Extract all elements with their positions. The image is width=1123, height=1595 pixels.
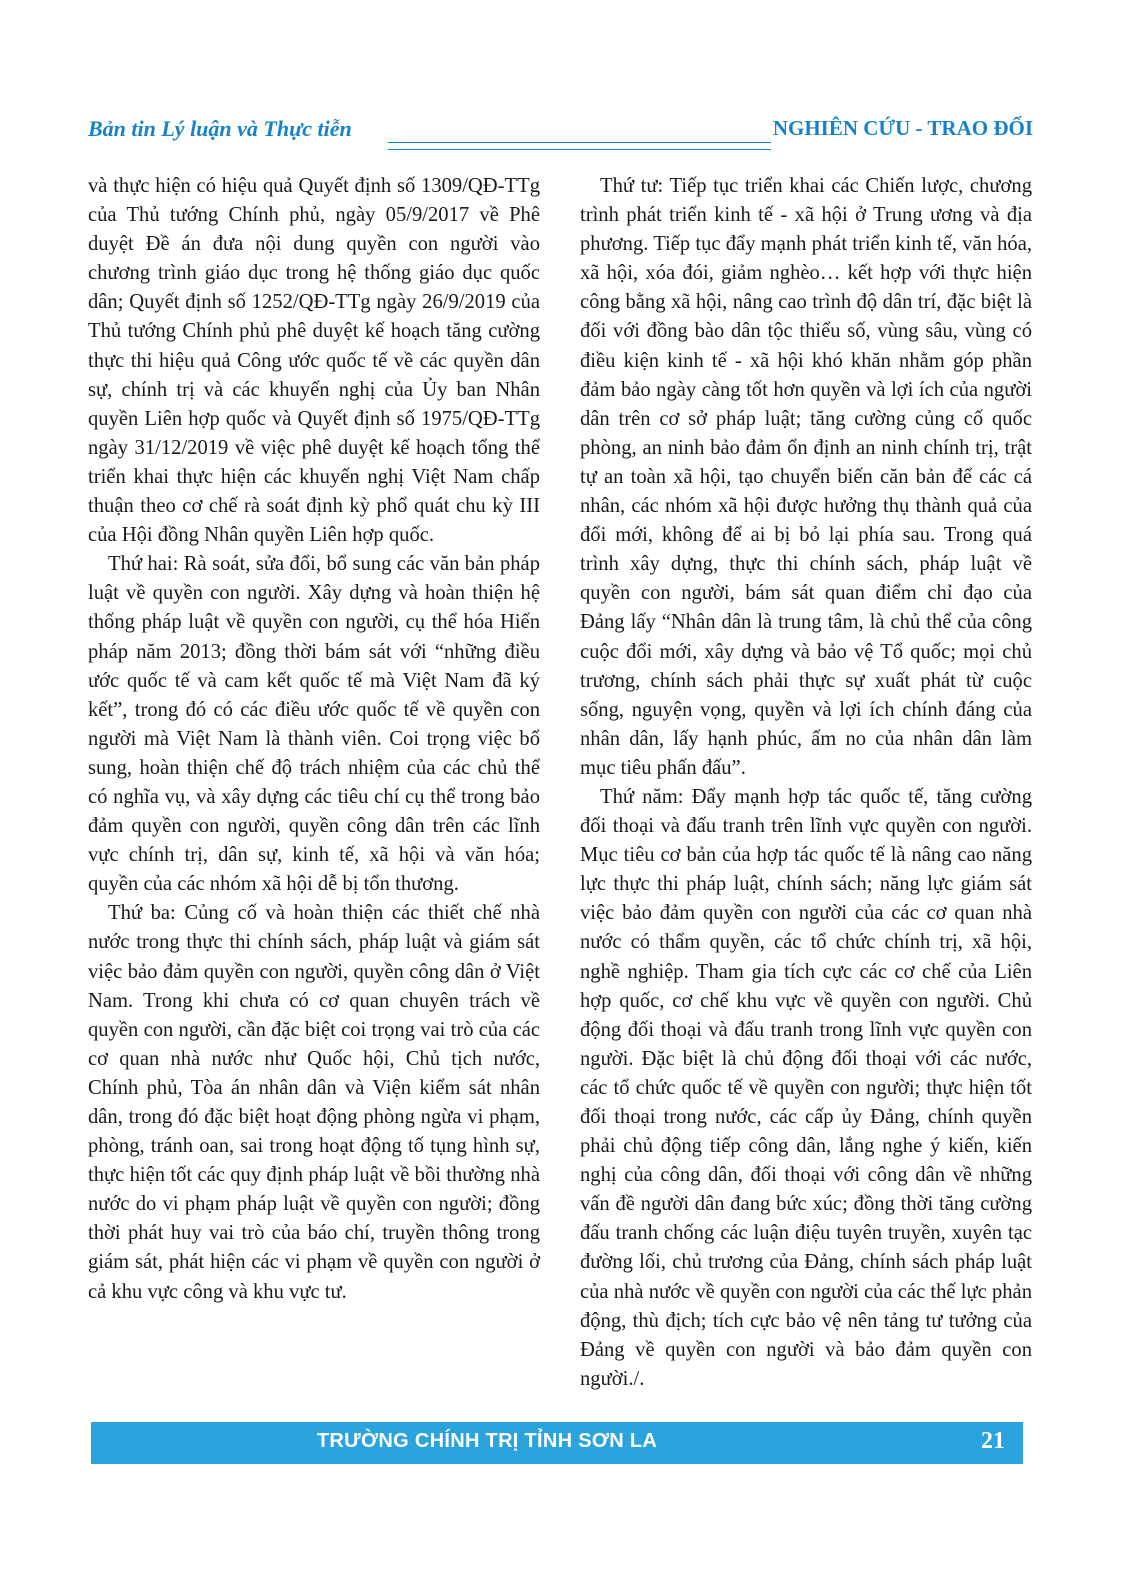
- publication-title: Bản tin Lý luận và Thực tiễn: [88, 116, 352, 141]
- page-number: 21: [981, 1428, 1005, 1454]
- paragraph-thu-hai: Thứ hai: Rà soát, sửa đổi, bổ sung các văn bản pháp luật về quyền con người. Xây dựng và hoàn thiện hệ thống pháp luật về quyền con người, cụ thể hóa Hiến pháp năm 2013; đồng thời bám sát với “những điều ước quốc tế và cam kết quốc tế mà Việt Nam đã ký kết”, trong đó có các điều ước quốc tế về quyền con người mà Việt Nam là thành viên. Coi trọng việc bổ sung, hoàn thiện chế độ trách nhiệm của các chủ thể có nghĩa vụ, và xây dựng các tiêu chí cụ thể trong bảo đảm quyền con người, quyền công dân trên các lĩnh vực chính trị, dân sự, kinh tế, xã hội và văn hóa; quyền của các nhóm xã hội dễ bị tổn thương.: [88, 553, 540, 896]
- header-double-rule: [388, 142, 771, 150]
- section-title: NGHIÊN CỨU - TRAO ĐỔI: [772, 116, 1033, 140]
- footer-bar: [91, 1422, 1023, 1464]
- left-column: [88, 172, 540, 1307]
- footer-institution: TRƯỜNG CHÍNH TRỊ TỈNH SƠN LA: [316, 1430, 658, 1452]
- page-header: [88, 116, 1033, 152]
- paragraph-thu-nam: Thứ năm: Đẩy mạnh hợp tác quốc tế, tăng cường đối thoại và đấu tranh trên lĩnh vực quyền con người. Mục tiêu cơ bản của hợp tác quốc tế là nâng cao năng lực thực thi pháp luật, chính sách; năng lực giám sát việc bảo đảm quyền con người của các cơ quan nhà nước có thẩm quyền, các tổ chức chính trị, xã hội, nghề nghiệp. Tham gia tích cực các cơ chế của Liên hợp quốc, cơ chế khu vực về quyền con người. Chủ động đối thoại và đấu tranh trong lĩnh vực quyền con người. Đặc biệt là chủ động đối thoại với các nước, các tổ chức quốc tế về quyền con người; thực hiện tốt đối thoại trong nước, các cấp ủy Đảng, chính quyền phải chủ động tiếp công dân, lắng nghe ý kiến, kiến nghị của công dân, đối thoại với công dân về những vấn đề người dân đang bức xúc; đồng thời tăng cường đấu tranh chống các luận điệu tuyên truyền, xuyên tạc đường lối, chủ trương của Đảng, chính sách pháp luật của nhà nước về quyền con người của các thế lực phản động, thù địch; tích cực bảo vệ nên tảng tư tưởng của Đảng về quyền con người và bảo đảm quyền con người./.: [580, 785, 1032, 1390]
- paragraph-thu-tu: Thứ tư: Tiếp tục triển khai các Chiến lược, chương trình phát triển kinh tế - xã hội ở Trung ương và địa phương. Tiếp tục đẩy mạnh phát triển kinh tế, văn hóa, xã hội, xóa đói, giảm nghèo… kết hợp với thực hiện công bằng xã hội, nâng cao trình độ dân trí, đặc biệt là đối với đồng bào dân tộc thiểu số, vùng sâu, vùng có điều kiện kinh tế - xã hội khó khăn nhằm góp phần đảm bảo ngày càng tốt hơn quyền và lợi ích của người dân trên cơ sở pháp luật; tăng cường củng cố quốc phòng, an ninh bảo đảm ổn định an ninh chính trị, trật tự an toàn xã hội, tạo chuyển biến căn bản để các cá nhân, các nhóm xã hội được hưởng thụ thành quả của đổi mới, không để ai bị bỏ lại phía sau. Trong quá trình xây dựng, thực thi chính sách, pháp luật về quyền con người, bám sát quan điểm chỉ đạo của Đảng lấy “Nhân dân là trung tâm, là chủ thể của công cuộc đổi mới, xây dựng và bảo vệ Tổ quốc; mọi chủ trương, chính sách phải thực sự xuất phát từ cuộc sống, nguyện vọng, quyền và lợi ích chính đáng của nhân dân, lấy hạnh phúc, ấm no của nhân dân làm mục tiêu phấn đấu”.: [580, 175, 1032, 779]
- paragraph-continuation: và thực hiện có hiệu quả Quyết định số 1309/QĐ-TTg của Thủ tướng Chính phủ, ngày 05/9/2017 về Phê duyệt Đề án đưa nội dung quyền con người vào chương trình giáo dục trong hệ thống giáo dục quốc dân; Quyết định số 1252/QĐ-TTg ngày 26/9/2019 của Thủ tướng Chính phủ phê duyệt kế hoạch tăng cường thực thi hiệu quả Công ước quốc tế về các quyền dân sự, chính trị và các khuyến nghị của Ủy ban Nhân quyền Liên hợp quốc và Quyết định số 1975/QĐ-TTg ngày 31/12/2019 về việc phê duyệt kế hoạch tổng thể triển khai thực hiện các khuyến nghị Việt Nam chấp thuận theo cơ chế rà soát định kỳ phổ quát chu kỳ III của Hội đồng Nhân quyền Liên hợp quốc.: [88, 175, 540, 547]
- paragraph-thu-ba: Thứ ba: Củng cố và hoàn thiện các thiết chế nhà nước trong thực thi chính sách, pháp luật và giám sát việc bảo đảm quyền con người, quyền công dân ở Việt Nam. Trong khi chưa có cơ quan chuyên trách về quyền con người, cần đặc biệt coi trọng vai trò của các cơ quan nhà nước như Quốc hội, Chủ tịch nước, Chính phủ, Tòa án nhân dân và Viện kiểm sát nhân dân, trong đó đặc biệt hoạt động phòng ngừa vi phạm, phòng, tránh oan, sai trong hoạt động tố tụng hình sự, thực hiện tốt các quy định pháp luật về bồi thường nhà nước do vi phạm pháp luật về quyền con người; đồng thời phát huy vai trò của báo chí, truyền thông trong giám sát, phát hiện các vi phạm về quyền con người ở cả khu vực công và khu vực tư.: [88, 902, 540, 1303]
- right-column: [580, 172, 1032, 1394]
